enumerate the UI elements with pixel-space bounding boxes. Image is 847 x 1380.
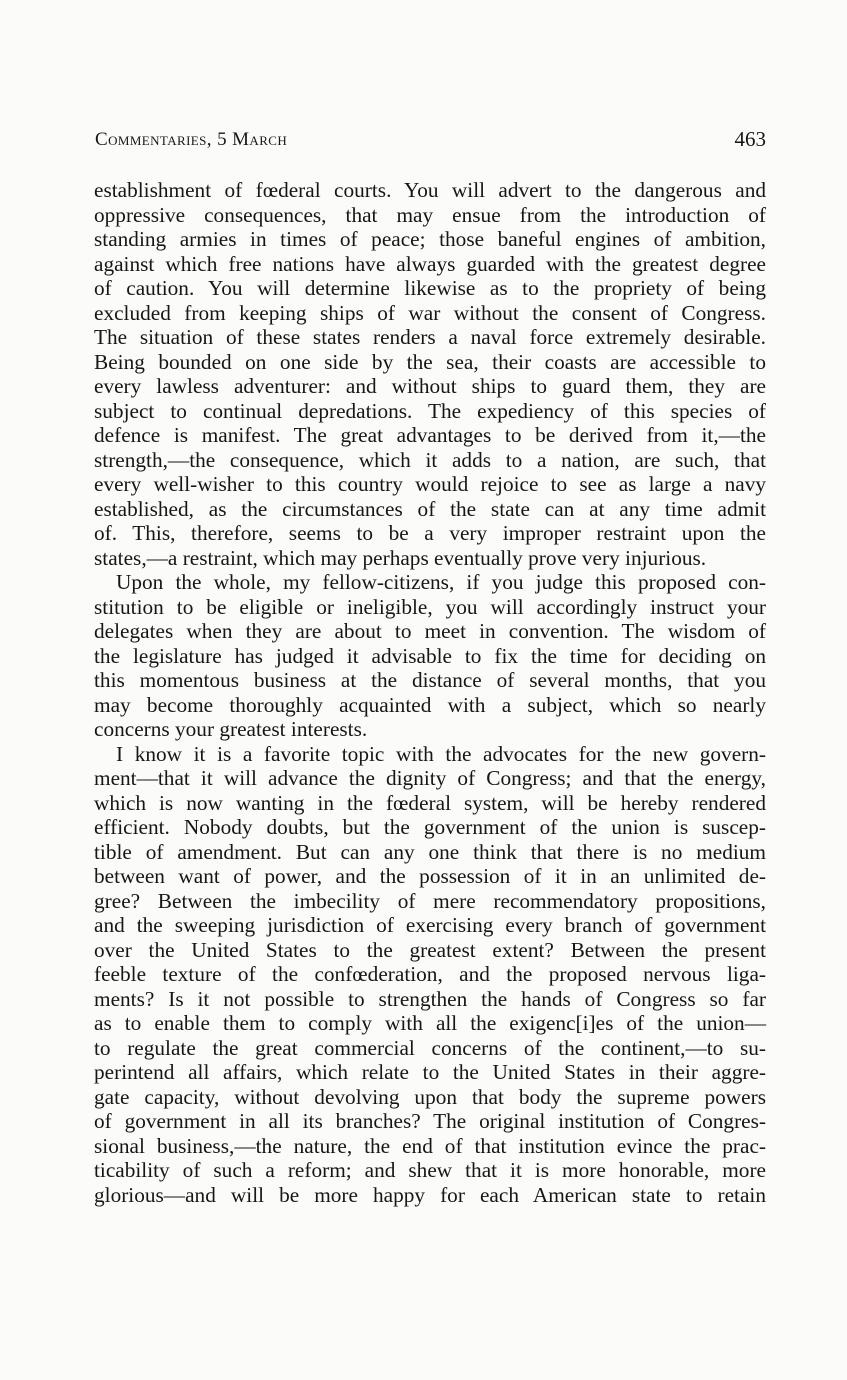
text-line: to regulate the great commercial concerns of the continent,—to su-: [94, 1035, 766, 1060]
text-line: ment—that it will advance the dignity of Congress; and that the energy,: [94, 766, 766, 790]
text-line: Upon the whole, my fellow-citizens, if you judge this proposed con-: [116, 570, 766, 594]
text-line: glorious—and will be more happy for each American state to retain: [94, 1182, 766, 1207]
text-line: established, as the circumstances of the state can at any time admit: [94, 496, 766, 521]
running-head: [95, 129, 287, 151]
text-line: this momentous business at the distance of several months, that you: [94, 668, 766, 692]
text-line: strength,—the consequence, which it adds to a nation, are such, that: [94, 447, 766, 472]
text-line: against which free nations have always guarded with the greatest degree: [94, 251, 766, 276]
text-line: oppressive consequences, that may ensue from the introduction of: [94, 202, 766, 227]
text-line: stitution to be eligible or ineligible, you will accordingly instruct your: [94, 594, 766, 619]
text-line: feeble texture of the confœderation, and the proposed nervous liga-: [94, 962, 766, 986]
text-line: delegates when they are about to meet in convention. The wisdom of: [94, 619, 766, 643]
text-line: which is now wanting in the fœderal system, will be hereby rendered: [94, 790, 766, 815]
text-line: and the sweeping jurisdiction of exercising every branch of government: [94, 913, 766, 937]
text-line: as to enable them to comply with all the exigenc[i]es of the union—: [94, 1011, 766, 1035]
text-line: perintend all affairs, which relate to the United States in their aggre-: [94, 1060, 766, 1084]
page-number: 463: [734, 127, 766, 151]
text-line: I know it is a favorite topic with the advocates for the new govern-: [116, 741, 766, 766]
text-line: of government in all its branches? The original institution of Congres-: [94, 1109, 766, 1133]
text-line: every well-wisher to this country would rejoice to see as large a navy: [94, 472, 766, 496]
page-header: [95, 129, 766, 157]
text-line: may become thoroughly acquainted with a subject, which so nearly: [94, 692, 766, 717]
text-line: Being bounded on one side by the sea, their coasts are accessible to: [94, 349, 766, 374]
text-line: of. This, therefore, seems to be a very improper restraint upon the: [94, 521, 766, 545]
text-line: establishment of fœderal courts. You will advert to the dangerous and: [94, 178, 766, 202]
text-line: gree? Between the imbecility of mere recommendatory propositions,: [94, 888, 766, 913]
text-line: every lawless adventurer: and without ships to guard them, they are: [94, 374, 766, 398]
text-line: ticability of such a reform; and shew that it is more honorable, more: [94, 1158, 766, 1182]
text-line: the legislature has judged it advisable to fix the time for deciding on: [94, 643, 766, 668]
body-text: [94, 178, 766, 1207]
text-line: excluded from keeping ships of war without the consent of Congress.: [94, 300, 766, 325]
running-head-text: Commentaries, 5 March: [95, 129, 288, 150]
text-line: ments? Is it not possible to strengthen the hands of Congress so far: [94, 986, 766, 1011]
text-line: standing armies in times of peace; those baneful engines of ambition,: [94, 227, 766, 251]
text-line: subject to continual depredations. The expediency of this species of: [94, 398, 766, 423]
text-line: sional business,—the nature, the end of that institution evince the prac-: [94, 1133, 766, 1158]
text-line: of caution. You will determine likewise as to the propriety of being: [94, 276, 766, 300]
text-line: tible of amendment. But can any one think that there is no medium: [94, 839, 766, 864]
text-line: between want of power, and the possession of it in an unlimited de-: [94, 864, 766, 888]
text-line: defence is manifest. The great advantages to be derived from it,—the: [94, 423, 766, 447]
text-line: gate capacity, without devolving upon that body the supreme powers: [94, 1084, 766, 1109]
text-line: over the United States to the greatest extent? Between the present: [94, 937, 766, 962]
text-line: The situation of these states renders a naval force extremely desirable.: [94, 325, 766, 349]
text-line: efficient. Nobody doubts, but the government of the union is suscep-: [94, 815, 766, 839]
text-line: states,—a restraint, which may perhaps eventually prove very injurious.: [94, 545, 707, 570]
text-line: concerns your greatest interests.: [94, 717, 368, 741]
